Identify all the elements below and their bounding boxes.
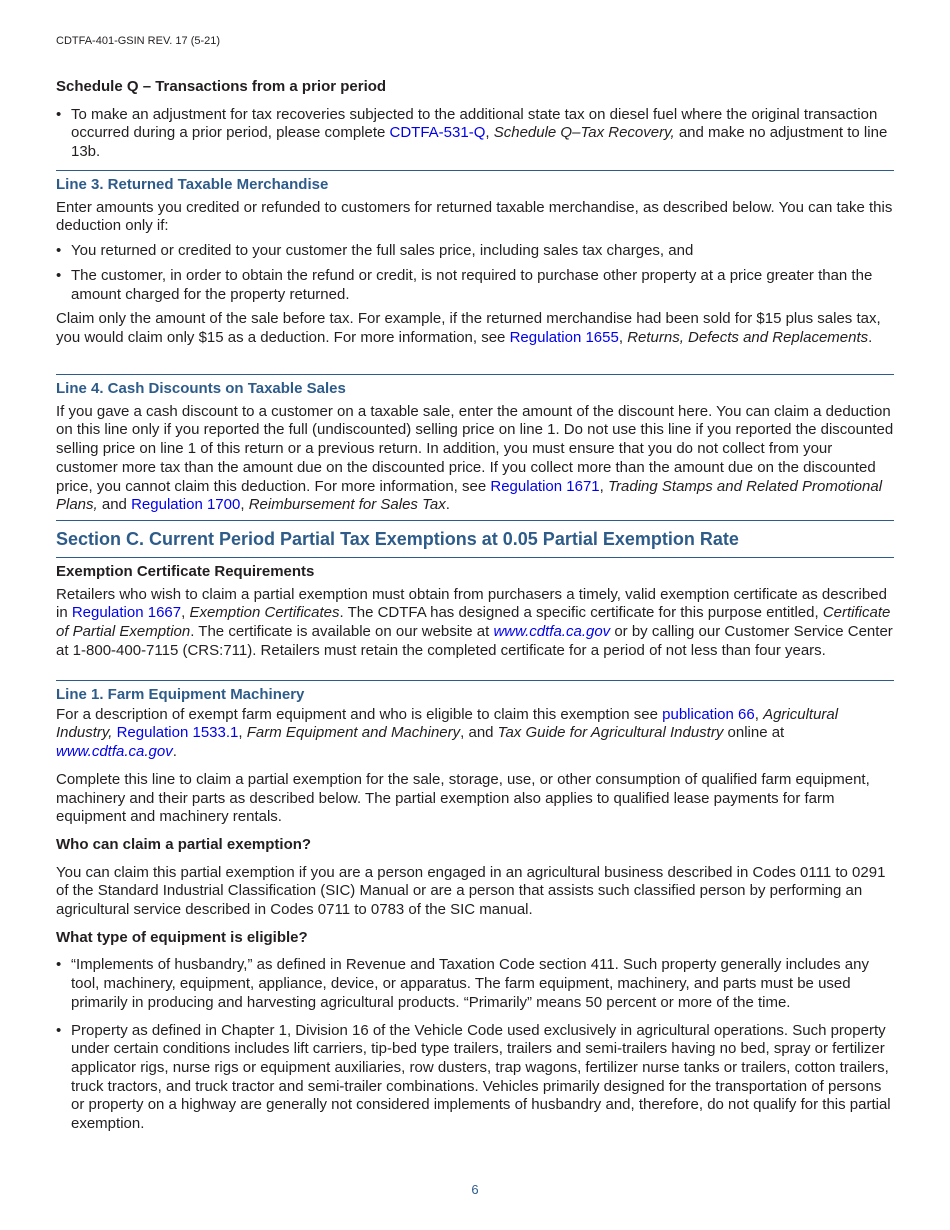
- eligible-list: [56, 956, 894, 1133]
- line4-text-body: If you gave a cash discount to a customer on a taxable sale, enter the amount of the discount here. You can claim a deduction on this line only if you reported the full (undiscounted) selling price on line 1. Do not use this line if you reported the discounted selling price on line 1 of this return or a previous return. In addition, you must ensure that you do not collect from your customer more tax than the amount due on the discounted price. If you collect more than the amount due on the discounted price, you cannot claim this deduction. For more information, see: [56, 402, 894, 495]
- line3-list: [56, 242, 894, 304]
- cdtfa-531-q-link[interactable]: CDTFA-531-Q: [389, 124, 486, 142]
- cert-text-end: or by calling our Customer Service Center at 1-800-400-7115 (CRS:711). Retailers must retain the completed certificate for a period of not less than four years.: [56, 623, 893, 659]
- line1-dot: .: [172, 743, 177, 761]
- line1-sep: ,: [238, 724, 247, 742]
- regulation-1655-link[interactable]: Regulation 1655: [509, 328, 619, 346]
- cert-text: [56, 586, 894, 661]
- schedule-q-text-end: and make no adjustment to line 13b.: [71, 124, 888, 161]
- line1-italic: Farm Equipment and Machinery: [246, 724, 461, 742]
- line3-bullet: • The customer, in order to obtain the refund or credit, is not required to purchase other property at a price greater than the amount charged for the property returned.: [56, 267, 894, 304]
- schedule-q-sep: ,: [485, 124, 494, 142]
- schedule-q-heading: Schedule Q – Transactions from a prior period: [56, 78, 387, 95]
- cert-italic: Exemption Certificates: [189, 604, 340, 622]
- line3-intro: Enter amounts you credited or refunded to customers for returned taxable merchandise, as described below. You can take this deduction only if:: [56, 198, 893, 235]
- line3-section: [56, 176, 894, 348]
- who-text: You can claim this partial exemption if you are a person engaged in an agricultural business described in Codes 0111 to 0291 of the Standard Industrial Classification (SIC) Manual or are a person that assists such classified person by performing an agricultural service described in Codes 0711 to 0783 of the SIC manual.: [56, 863, 886, 919]
- cert-text-body: Retailers who wish to claim a partial exemption must obtain from purchasers a timely, valid exemption certificate as described in: [56, 585, 887, 622]
- line3-claim-text: Claim only the amount of the sale before tax. For example, if the returned merchandise had been sold for $15 plus sales tax, you would claim only $15 as a deduction. For more information, see: [56, 310, 881, 346]
- cdtfa-website-link[interactable]: [493, 623, 610, 640]
- line4-italic: Reimbursement for Sales Tax: [248, 496, 446, 514]
- line1-italic: Agricultural Industry,: [56, 705, 839, 742]
- regulation-1667-link[interactable]: Regulation 1667: [71, 604, 182, 622]
- who-heading: Who can claim a partial exemption?: [56, 835, 312, 853]
- divider: [56, 557, 894, 558]
- cert-text-mid: . The certificate is available on our website at: [190, 623, 494, 641]
- line1-desc-text: For a description of exempt farm equipment and who is eligible to claim this exemption see: [56, 705, 663, 723]
- regulation-1533-1-link[interactable]: Regulation 1533.1: [116, 724, 239, 742]
- line4-section: [56, 380, 894, 515]
- section-c-title: Section C. Current Period Partial Tax Exemptions at 0.05 Partial Exemption Rate: [56, 529, 739, 549]
- line3-claim-italic: Returns, Defects and Replacements: [627, 328, 869, 346]
- form-id: CDTFA-401-GSIN REV. 17 (5-21): [56, 35, 221, 47]
- line1-online: online at: [723, 724, 785, 742]
- schedule-q-text: To make an adjustment for tax recoveries subjected to the additional state tax on diesel fuel where the original transaction occurred during a prior period, please complete: [71, 105, 878, 142]
- page-number: 6: [471, 1182, 479, 1197]
- line3-heading: Line 3. Returned Taxable Merchandise: [56, 176, 329, 193]
- section-c-title-block: [56, 528, 894, 550]
- regulation-1671-link[interactable]: Regulation 1671: [490, 477, 600, 495]
- cert-text-mid: . The CDTFA has designed a specific certificate for this purpose entitled,: [339, 604, 823, 622]
- line4-end: .: [445, 496, 450, 514]
- schedule-q-italic: Schedule Q–Tax Recovery,: [493, 124, 675, 142]
- divider: [56, 374, 894, 375]
- cdtfa-website-link[interactable]: [56, 743, 173, 760]
- line4-sep: ,: [240, 496, 249, 514]
- line1-and: , and: [460, 724, 498, 742]
- line4-text: [56, 403, 894, 515]
- divider: [56, 170, 894, 171]
- line3-claim-end: .: [868, 328, 873, 346]
- line3-claim: [56, 310, 894, 347]
- eligible-bullet: • Property as defined in Chapter 1, Division 16 of the Vehicle Code used exclusively in agricultural operations. Such property under certain conditions includes lift carriers, tip-bed type trailers, trailers and semi-trailers having no bed, spray or fertilizer applicator rigs, nurse rigs or equipment auxiliaries, row dusters, trap wagons, fertilizer nurse tanks or trailers, cotton trailers, truck tractors, and truck tractor and semi-trailer combinations. Vehicles primarily designed for the transportation of persons or property on a highway are generally not considered implements of husbandry and, therefore, do not qualify for this partial exemption.: [56, 1022, 894, 1134]
- cdtfa-website-text: www.cdtfa.ca.gov: [56, 743, 173, 761]
- line1-section: [56, 686, 894, 1134]
- exemption-certificate-section: [56, 563, 894, 661]
- line1-desc: [56, 706, 894, 762]
- line1-sep: ,: [754, 705, 764, 723]
- divider: [56, 680, 894, 681]
- line4-sep: ,: [599, 477, 608, 495]
- publication-66-link[interactable]: publication 66: [662, 705, 755, 723]
- line3-bullet: • You returned or credited to your customer the full sales price, including sales tax charges, and: [56, 242, 894, 261]
- what-heading: What type of equipment is eligible?: [56, 928, 308, 946]
- line4-and: and: [97, 496, 132, 514]
- line4-italic: Trading Stamps and Related Promotional Plans,: [56, 477, 883, 514]
- divider: [56, 520, 894, 521]
- cert-heading: Exemption Certificate Requirements: [56, 563, 315, 580]
- schedule-q-list: [56, 106, 894, 162]
- line4-heading: Line 4. Cash Discounts on Taxable Sales: [56, 380, 346, 397]
- regulation-1700-link[interactable]: Regulation 1700: [131, 496, 241, 514]
- line3-claim-sep: ,: [618, 328, 628, 346]
- line1-heading: Line 1. Farm Equipment Machinery: [56, 686, 305, 703]
- cert-sep: ,: [181, 604, 190, 622]
- schedule-q-section: [56, 78, 894, 162]
- schedule-q-bullet: [56, 106, 894, 162]
- eligible-bullet: • “Implements of husbandry,” as defined in Revenue and Taxation Code section 411. Such property generally includes any tool, machinery, equipment, appliance, device, or apparatus. The farm equipment, machinery, and parts must be used primarily in producing and harvesting agricultural products. “Primarily” means 50 percent or more of the time.: [56, 956, 894, 1012]
- line1-italic: Tax Guide for Agricultural Industry: [497, 724, 724, 742]
- cdtfa-website-text: www.cdtfa.ca.gov: [493, 623, 611, 641]
- line1-complete: Complete this line to claim a partial exemption for the sale, storage, use, or other consumption of qualified farm equipment, machinery and their parts as described below. The partial exemption also applies to qualified lease payments for farm equipment and machinery rentals.: [56, 770, 870, 826]
- cert-italic: Certificate of Partial Exemption: [56, 604, 891, 641]
